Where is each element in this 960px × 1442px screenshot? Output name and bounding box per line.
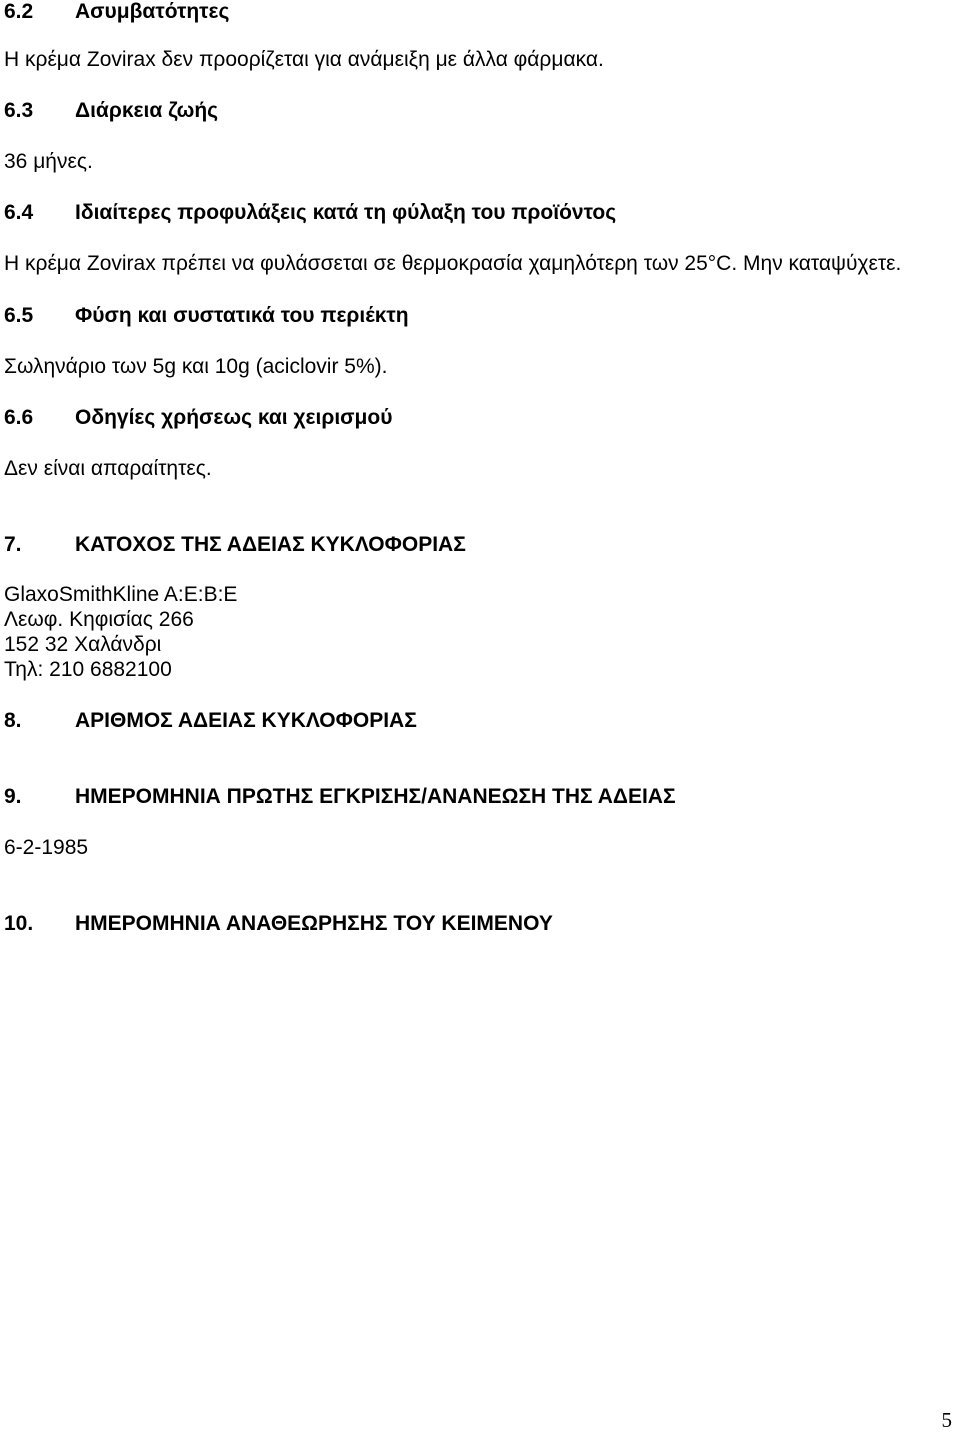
body-6-5: Σωληνάριο των 5g και 10g (aciclovir 5%). bbox=[4, 355, 388, 378]
section-number: 6.3 bbox=[4, 99, 34, 122]
body-6-3: 36 μήνες. bbox=[4, 150, 93, 173]
section-number: 7. bbox=[4, 533, 22, 556]
body-6-6: Δεν είναι απαραίτητες. bbox=[4, 457, 212, 480]
address-line: Τηλ: 210 6882100 bbox=[4, 658, 172, 681]
address-line: Λεωφ. Κηφισίας 266 bbox=[4, 608, 194, 631]
section-number: 6.6 bbox=[4, 406, 34, 429]
section-title: ΑΡΙΘΜΟΣ ΑΔΕΙΑΣ ΚΥΚΛΟΦΟΡΙΑΣ bbox=[75, 709, 417, 732]
section-title: Φύση και συστατικά του περιέκτη bbox=[75, 304, 409, 327]
heading-6-2 bbox=[4, 0, 229, 24]
address-line: GlaxoSmithKline A:E:B:E bbox=[4, 583, 238, 606]
section-number: 6.4 bbox=[4, 201, 34, 224]
heading-6-5 bbox=[4, 304, 409, 328]
section-number: 8. bbox=[4, 709, 22, 732]
heading-10 bbox=[4, 912, 553, 936]
body-9: 6-2-1985 bbox=[4, 836, 89, 859]
section-title: Ιδιαίτερες προφυλάξεις κατά τη φύλαξη του προϊόντος bbox=[75, 201, 617, 224]
page-number: 5 bbox=[941, 1408, 952, 1432]
address-line: 152 32 Χαλάνδρι bbox=[4, 633, 162, 656]
section-number: 6.2 bbox=[4, 0, 34, 23]
section-title: ΗΜΕΡΟΜΗΝΙΑ ΠΡΩΤΗΣ ΕΓΚΡΙΣΗΣ/ΑΝΑΝΕΩΣΗ ΤΗΣ ΑΔΕΙΑΣ bbox=[75, 785, 676, 808]
body-6-2: Η κρέμα Zovirax δεν προορίζεται για ανάμειξη με άλλα φάρμακα. bbox=[4, 48, 604, 71]
section-title: ΚΑΤΟΧΟΣ ΤΗΣ ΑΔΕΙΑΣ ΚΥΚΛΟΦΟΡΙΑΣ bbox=[75, 533, 466, 556]
heading-6-3 bbox=[4, 99, 218, 123]
heading-9 bbox=[4, 785, 676, 809]
section-title: Ασυμβατότητες bbox=[75, 0, 230, 23]
section-title: ΗΜΕΡΟΜΗΝΙΑ ΑΝΑΘΕΩΡΗΣΗΣ ΤΟΥ ΚΕΙΜΕΝΟΥ bbox=[75, 912, 553, 935]
section-title: Οδηγίες χρήσεως και χειρισμού bbox=[75, 406, 393, 429]
heading-6-4 bbox=[4, 201, 616, 225]
section-number: 9. bbox=[4, 785, 22, 808]
heading-8 bbox=[4, 709, 417, 733]
section-number: 10. bbox=[4, 912, 34, 935]
section-number: 6.5 bbox=[4, 304, 34, 327]
heading-6-6 bbox=[4, 406, 392, 430]
heading-7 bbox=[4, 533, 466, 557]
body-6-4: Η κρέμα Zovirax πρέπει να φυλάσσεται σε θερμοκρασία χαμηλότερη των 25°C. Μην καταψύχετε. bbox=[4, 252, 902, 275]
section-title: Διάρκεια ζωής bbox=[75, 99, 219, 122]
